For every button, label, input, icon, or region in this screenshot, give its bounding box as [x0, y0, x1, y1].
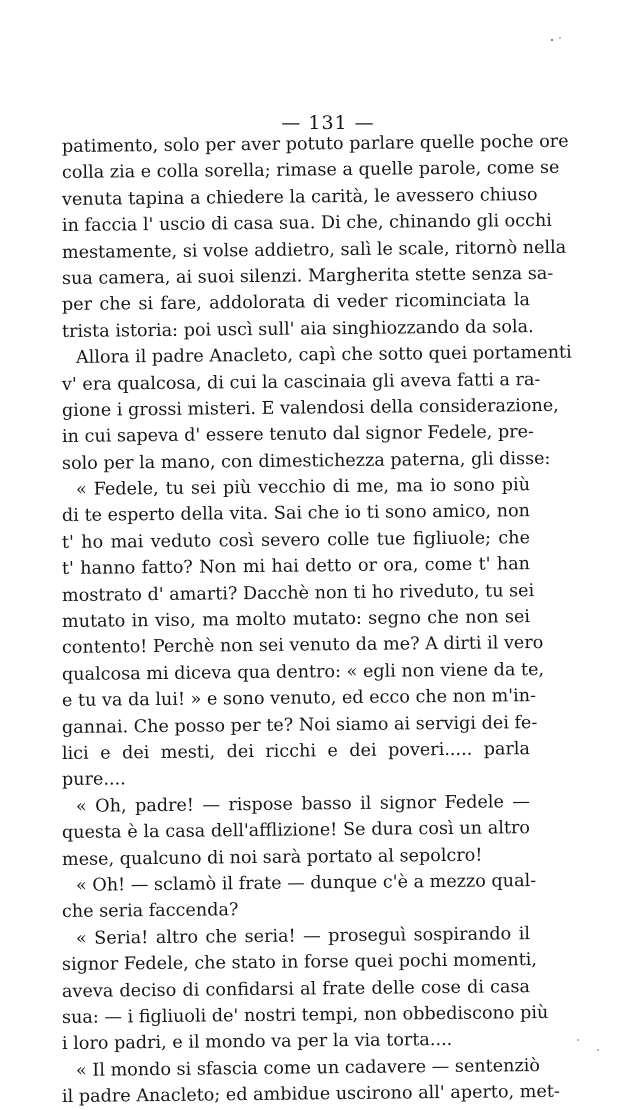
text-line: t' ho mai veduto così severo colle tue figliuole; che — [61, 527, 531, 553]
text-line: pure.... — [61, 769, 126, 791]
text-line: il padre Anacleto; ed ambidue uscirono all' aperto, met- — [61, 1081, 560, 1108]
text-line: « Oh! — sclamò il frate — dunque c'è a mezzo qual- — [75, 870, 537, 896]
text-line: mostrato d' amarti? Dacchè non ti ho riveduto, tu sei — [61, 580, 535, 606]
text-line: mestamente, si volse addietro, salì le scale, ritornò nella — [61, 237, 567, 263]
text-line: v' era qualcosa, di cui la cascinaia gli aveva fatti a ra- — [61, 369, 541, 395]
text-line: venuta tapina a chiedere la carità, le avessero chiuso — [61, 184, 538, 210]
text-line: i loro padri, e il mondo va per la via torta.... — [61, 1030, 453, 1055]
text-line: t' hanno fatto? Non mi hai detto or ora, come t' han — [61, 554, 531, 580]
text-line: colla zia e colla sorella; rimase a quelle parole, come se — [61, 158, 560, 184]
text-line: contento! Perchè non sei venuto da me? A dirti il vero — [61, 633, 544, 659]
body-text — [61, 131, 572, 1110]
text-line: sua camera, ai suoi silenzi. Margherita stette senza sa- — [61, 263, 554, 289]
text-line: per che si fare, addolorata di veder ricominciata la — [61, 290, 531, 316]
text-line: che seria faccenda? — [61, 900, 239, 923]
text-line: patimento, solo per aver potuto parlare quelle poche ore — [61, 131, 569, 157]
text-line: e tu va da lui! » e sono venuto, ed ecco che non m'in- — [61, 686, 537, 712]
text-line: gannai. Che posso per te? Noi siamo ai servigi dei fe- — [61, 712, 538, 738]
text-line: lici e dei mesti, dei ricchi e dei poveri..... parla — [61, 739, 531, 764]
text-line: « Fedele, tu sei più vecchio di me, ma io sono più — [75, 475, 531, 500]
text-line: in cui sapeva d' essere tenuto dal signor Fedele, pre- — [61, 422, 535, 448]
text-line: di te esperto della vita. Sai che io ti sono amico, non — [61, 501, 531, 527]
text-line: mutato in viso, ma molto mutato: segno che non sei — [61, 607, 531, 633]
text-line: Allora il padre Anacleto, capì che sotto quei portamenti — [75, 342, 572, 368]
page-number: — 131 — — [281, 112, 375, 134]
text-line: gione i grossi misteri. E valendosi della considerazione, — [61, 395, 559, 421]
text-line: solo per la mano, con dimestichezza paterna, gli disse: — [61, 448, 551, 474]
text-line: in faccia l' uscio di casa sua. Di che, chinando gli occhi — [61, 211, 552, 237]
text-line: aveva deciso di confidarsi al frate delle cose di casa — [61, 976, 531, 1002]
text-line: « Seria! altro che seria! — proseguì sospirando il — [75, 923, 531, 949]
text-line: questa è la casa dell'afflizione! Se dura così un altro — [61, 818, 531, 844]
text-line: mese, qualcuno di noi sarà portato al sepolcro! — [61, 845, 483, 870]
text-line: sua: — i figliuoli de' nostri tempi, non obbediscono più — [61, 1002, 549, 1028]
text-line: « Oh, padre! — rispose basso il signor Fedele — — [75, 791, 531, 817]
text-line: trista istoria: poi uscì sull' aia singhiozzando da sola. — [61, 316, 534, 342]
text-line: signor Fedele, che stato in forse quei pochi momenti, — [61, 950, 538, 976]
text-line: « Il mondo si sfascia come un cadavere — sentenziò — [75, 1055, 541, 1081]
text-line: qualcosa mi diceva qua dentro: « egli non viene da te, — [61, 659, 545, 685]
